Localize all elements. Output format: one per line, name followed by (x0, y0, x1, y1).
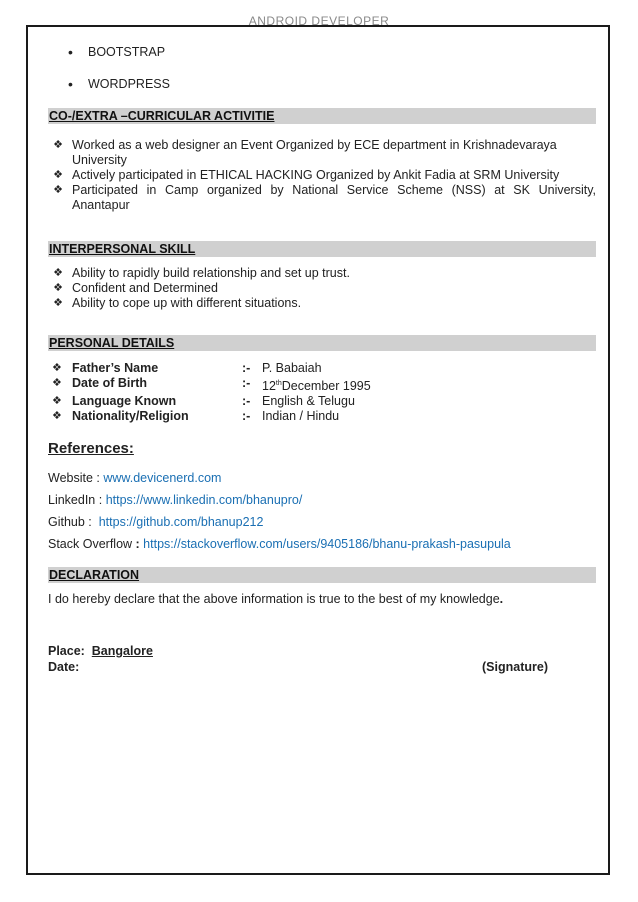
section-heading-declaration: DECLARATION (48, 567, 596, 583)
stackoverflow-link[interactable]: https://stackoverflow.com/users/9405186/bhanu-prakash-pasupula (143, 537, 511, 552)
signature-block (48, 643, 596, 675)
resume-content (48, 44, 596, 675)
diamond-bullet-icon: ❖ (52, 410, 62, 423)
declaration-text: I do hereby declare that the above information is true to the best of my knowledge. (48, 592, 504, 607)
diamond-bullet-icon: ❖ (53, 282, 63, 294)
reference-linkedin: LinkedIn : https://www.linkedin.com/bhanupro/ (48, 493, 303, 508)
section-heading-personal: PERSONAL DETAILS (48, 335, 596, 351)
list-item: ❖ Worked as a web designer an Event Organized by ECE department in Krishnadevaraya University (48, 138, 596, 168)
personal-separator: :- (242, 409, 251, 424)
diamond-bullet-icon: ❖ (53, 267, 63, 279)
list-item: • BOOTSTRAP (48, 44, 596, 60)
list-item: ❖ Ability to rapidly build relationship and set up trust. (48, 266, 596, 281)
personal-row-nationality (48, 409, 596, 424)
section-heading-interpersonal: INTERPERSONAL SKILL (48, 241, 596, 257)
diamond-bullet-icon: ❖ (52, 362, 62, 374)
personal-row-father (48, 361, 596, 376)
list-item: ❖ Confident and Determined (48, 281, 596, 296)
list-item: ❖ Ability to cope up with different situations. (48, 296, 596, 311)
personal-value: P. Babaiah (262, 361, 322, 375)
list-item: • WORDPRESS (48, 76, 596, 92)
place-line: Place: Bangalore (48, 644, 153, 659)
diamond-bullet-icon: ❖ (53, 297, 63, 309)
reference-stackoverflow: Stack Overflow : https://stackoverflow.com/users/9405186/bhanu-prakash-pasupula (48, 537, 511, 552)
personal-value: 12thDecember 1995 (262, 379, 371, 394)
section-heading-co-extra: CO-/EXTRA –CURRICULAR ACTIVITIE (48, 108, 596, 124)
website-link[interactable]: www.devicenerd.com (103, 471, 222, 486)
interpersonal-list (48, 266, 596, 311)
diamond-bullet-icon: ❖ (53, 169, 63, 181)
place-value: Bangalore (91, 644, 153, 659)
skills-list (48, 44, 596, 92)
diamond-bullet-icon: ❖ (52, 377, 62, 389)
linkedin-link[interactable]: https://www.linkedin.com/bhanupro/ (105, 493, 303, 508)
personal-label: Nationality/Religion (72, 409, 189, 424)
list-item: ❖ Actively participated in ETHICAL HACKING Organized by Ankit Fadia at SRM University (48, 168, 596, 183)
references-list (48, 471, 596, 552)
personal-value: English & Telugu (262, 394, 355, 409)
page-header-title: ANDROID DEVELOPER (248, 14, 390, 28)
personal-label: Language Known (72, 394, 177, 409)
list-item: ❖ Participated in Camp organized by National Service Scheme (NSS) at SK University, Anantapur (48, 183, 596, 213)
date-line (48, 659, 548, 675)
personal-value: Indian / Hindu (262, 409, 340, 424)
personal-separator: :- (242, 376, 251, 390)
diamond-bullet-icon: ❖ (52, 395, 62, 408)
diamond-bullet-icon: ❖ (53, 184, 63, 196)
references-heading: References: (48, 440, 134, 458)
diamond-bullet-icon: ❖ (53, 139, 63, 151)
co-extra-list (48, 138, 596, 213)
personal-row-dob (48, 376, 596, 394)
date-label: Date: (48, 660, 80, 675)
personal-separator: :- (242, 394, 251, 409)
reference-github: Github : https://github.com/bhanup212 (48, 515, 264, 530)
personal-label: Date of Birth (72, 376, 147, 390)
reference-website: Website : www.devicenerd.com (48, 471, 222, 486)
github-link[interactable]: https://github.com/bhanup212 (98, 515, 264, 530)
signature-label: (Signature) (482, 660, 548, 675)
personal-details-table (48, 361, 596, 424)
personal-label: Father’s Name (72, 361, 159, 375)
personal-row-language (48, 394, 596, 409)
personal-separator: :- (242, 361, 251, 375)
